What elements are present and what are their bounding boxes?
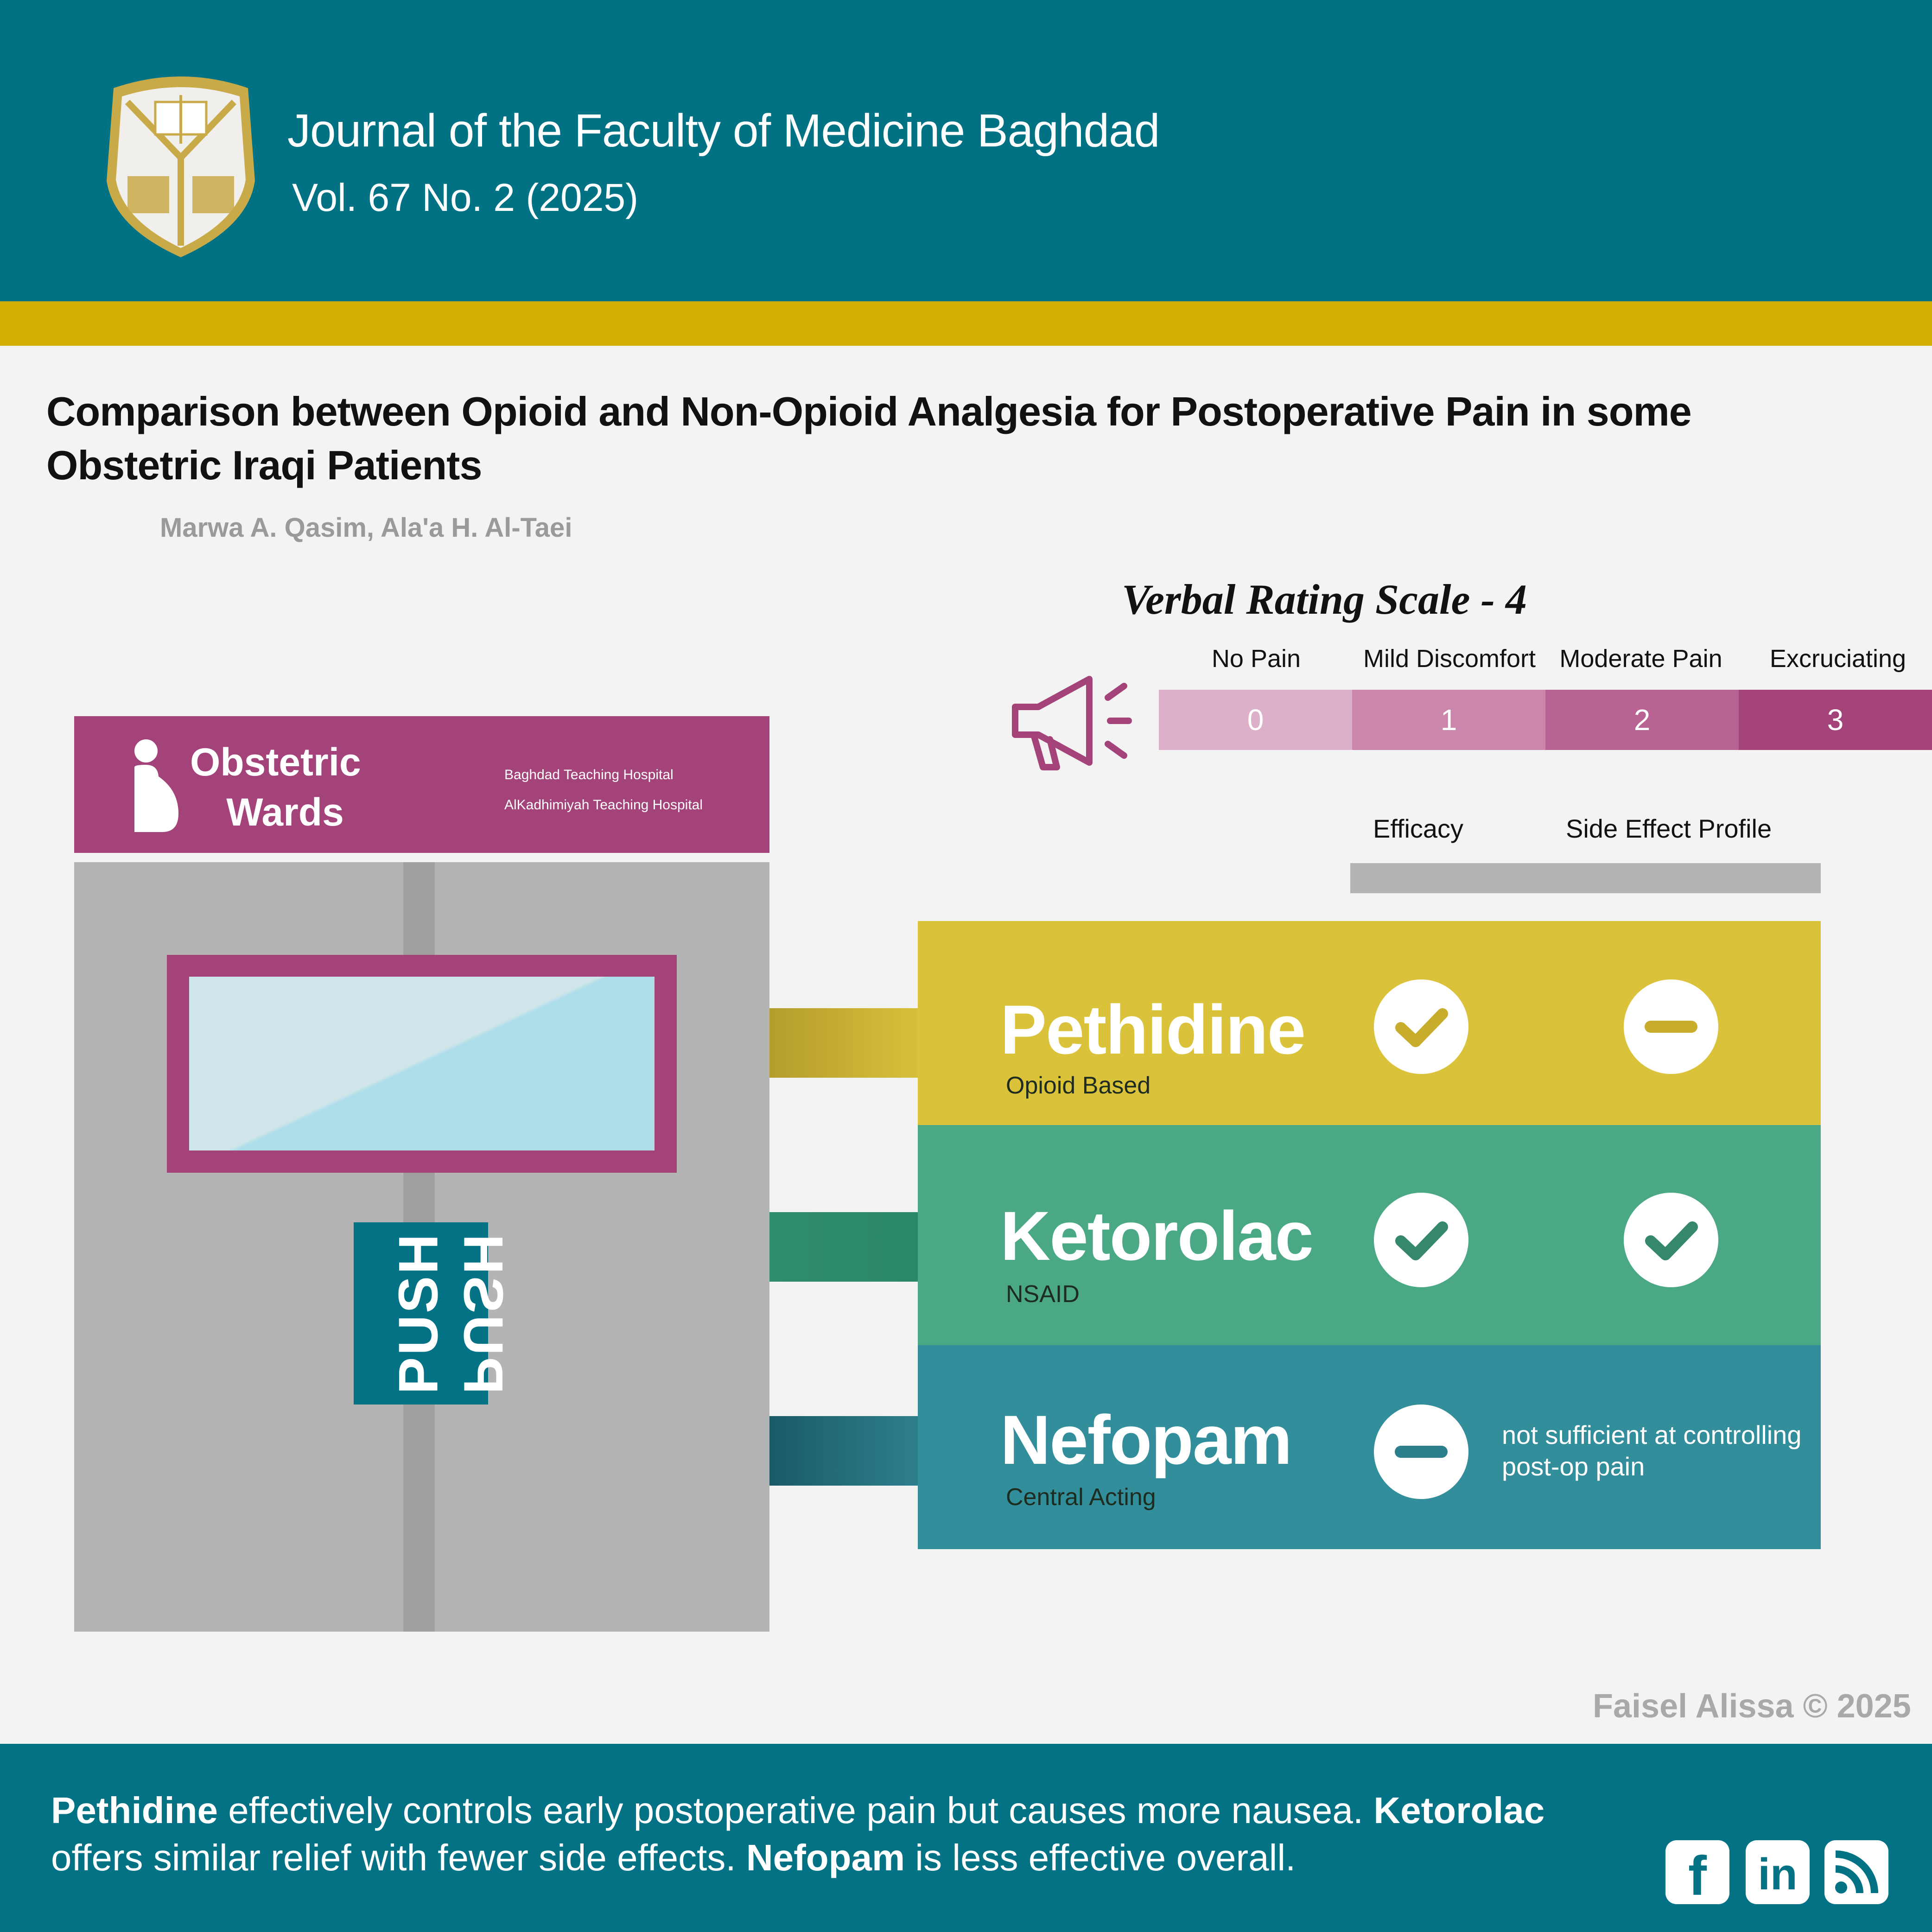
header-accent-band [0, 301, 1932, 346]
sign-title [190, 737, 361, 837]
rss-icon[interactable] [1824, 1840, 1888, 1904]
connector-nefopam [769, 1416, 918, 1486]
conclusion-text-part: offers similar relief with fewer side effects. [51, 1837, 746, 1878]
column-header-bar [1350, 863, 1821, 893]
minus-icon [1624, 979, 1718, 1074]
drug-name: Pethidine [1000, 991, 1305, 1068]
author-credit: Faisel Alissa © 2025 [1593, 1688, 1911, 1725]
paper-authors: Marwa A. Qasim, Ala'a H. Al-Taei [160, 513, 572, 543]
sign-title-line2: Wards [226, 790, 344, 834]
hospital-name: AlKadhimiyah Teaching Hospital [504, 797, 703, 813]
crest-logo-icon [100, 70, 262, 260]
scale-cell-3: 3 [1739, 690, 1932, 750]
pregnant-woman-icon [130, 739, 181, 834]
push-sign [354, 1222, 515, 1405]
facebook-letter: f [1688, 1845, 1707, 1904]
check-icon [1624, 1193, 1718, 1287]
check-icon [1374, 979, 1468, 1074]
conclusion-drug-pethidine: Pethidine [51, 1790, 218, 1831]
minus-icon [1374, 1405, 1468, 1499]
drug-class: NSAID [1006, 1281, 1080, 1308]
linkedin-letters: in [1758, 1849, 1798, 1899]
column-header-efficacy: Efficacy [1373, 814, 1464, 843]
scale-cell-1: 1 [1352, 690, 1545, 750]
scale-label-0: No Pain [1211, 645, 1301, 673]
scale-cell-0: 0 [1159, 690, 1352, 750]
scale-label-2: Moderate Pain [1559, 645, 1722, 673]
conclusion-text [51, 1787, 1604, 1881]
hospital-name: Baghdad Teaching Hospital [504, 767, 674, 782]
efficacy-note: not sufficient at controlling post-op pain [1502, 1420, 1802, 1481]
push-label-mirrored: PUSH [452, 1232, 515, 1394]
conclusion-drug-nefopam: Nefopam [746, 1837, 905, 1878]
conclusion-text-part: is less effective overall. [905, 1837, 1296, 1878]
drug-name: Nefopam [1000, 1401, 1291, 1479]
door-window-glass [189, 977, 655, 1150]
facebook-icon[interactable] [1665, 1840, 1729, 1904]
linkedin-icon[interactable] [1746, 1840, 1810, 1904]
scale-label-1: Mild Discomfort [1363, 645, 1536, 673]
drug-class: Opioid Based [1006, 1072, 1151, 1099]
sign-title-line1: Obstetric [190, 740, 361, 784]
conclusion-drug-ketorolac: Ketorolac [1373, 1790, 1545, 1831]
connector-ketorolac [769, 1212, 918, 1282]
scale-cell-2: 2 [1545, 690, 1739, 750]
check-icon [1374, 1193, 1468, 1287]
scale-title: Verbal Rating Scale - 4 [1122, 576, 1527, 623]
paper-title: Comparison between Opioid and Non-Opioid Analgesia for Postoperative Pain in some Obstetric Iraqi Patients [46, 388, 1691, 488]
push-label: PUSH [387, 1232, 450, 1394]
megaphone-icon [1010, 674, 1136, 772]
connector-pethidine [769, 1008, 918, 1078]
journal-volume: Vol. 67 No. 2 (2025) [292, 176, 639, 219]
journal-title: Journal of the Faculty of Medicine Baghdad [287, 105, 1160, 157]
conclusion-text-part: effectively controls early postoperative pain but causes more nausea. [218, 1790, 1374, 1831]
column-header-side-effects: Side Effect Profile [1566, 814, 1772, 843]
scale-label-3: Excruciating [1769, 645, 1907, 673]
drug-class: Central Acting [1006, 1484, 1156, 1511]
drug-name: Ketorolac [1000, 1197, 1313, 1275]
